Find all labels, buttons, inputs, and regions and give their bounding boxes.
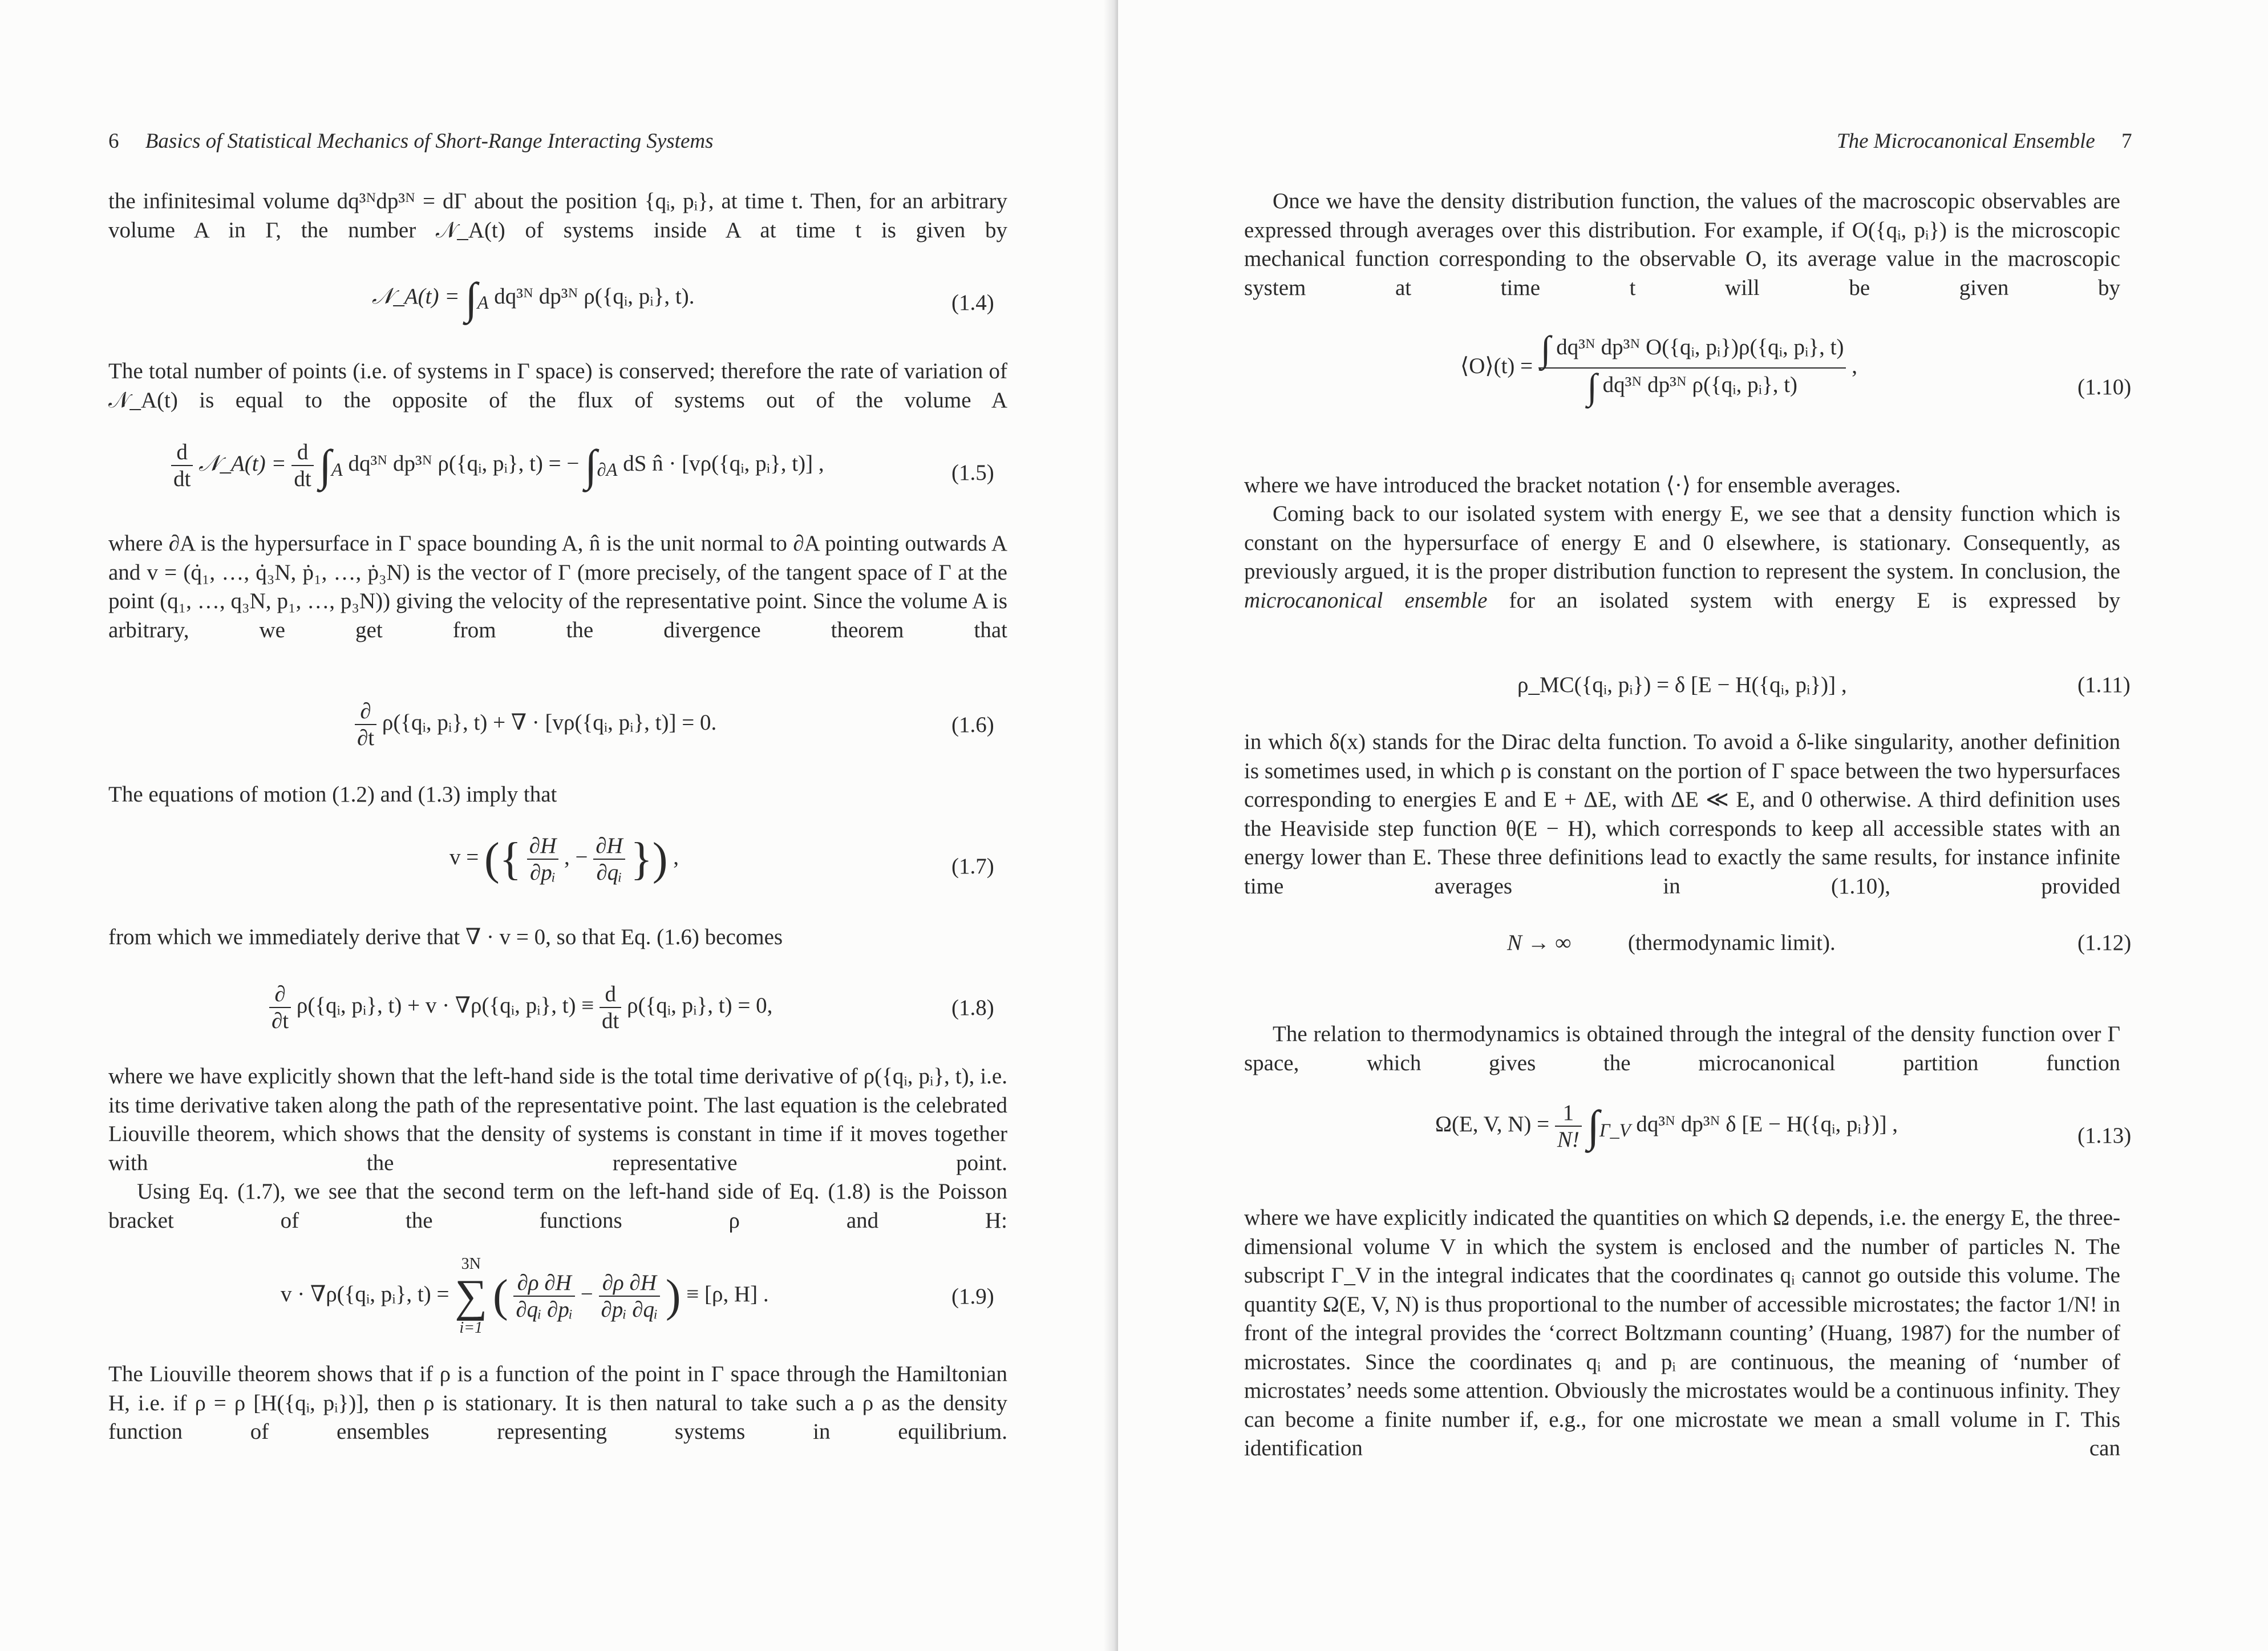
equation-1-7 [449, 833, 679, 885]
left-paragraph-8: The Liouville theorem shows that if ρ is a function of the point in Γ space through the Hamiltonian H, i.e. if ρ = ρ [H({qᵢ, pᵢ})], then ρ is stationary. It is then natural to take such a ρ as the density function of ensembles representing systems in equilibrium. [108, 1362, 1007, 1444]
left-paragraph-2: The total number of points (i.e. of systems in Γ space) is conserved; therefore the rate of variation of 𝒩_A(t) is equal to the opposite of the flux of systems out of the volume A [108, 359, 1007, 412]
equation-number-1-4: (1.4) [951, 290, 994, 315]
right-paragraph-1: Once we have the density distribution function, the values of the macroscopic observables are expressed through averages over this distribution. For example, if O({qᵢ, pᵢ}) is the microscopic mechanical function corresponding to the observable O, its average value in the macroscopic system at time t will be given by [1244, 189, 2120, 300]
eq-1-5-lhs: 𝒩_A(t) = [199, 451, 286, 476]
eq-1-13-lhs: Ω(E, V, N) = [1435, 1111, 1550, 1136]
equation-1-8 [269, 981, 772, 1034]
equation-number-1-13: (1.13) [2077, 1123, 2132, 1148]
equation-1-9 [281, 1255, 769, 1337]
right-brace: } [630, 834, 653, 884]
left-paragraph-4: The equations of motion (1.2) and (1.3) imply that [108, 782, 557, 807]
eq-1-5-mid: dq³ᴺ dp³ᴺ ρ({qᵢ, pᵢ}, t) = − [348, 451, 580, 476]
eq-1-6-body: ρ({qᵢ, pᵢ}, t) + ∇ · [vρ({qᵢ, pᵢ}, t)] = 0. [382, 710, 717, 735]
eq-1-10-tail: , [1852, 353, 1857, 378]
equation-number-1-7: (1.7) [951, 854, 994, 879]
equation-1-6 [355, 698, 716, 751]
eq-1-7-tail: , [673, 844, 679, 869]
eq-1-4-lhs: 𝒩_A(t) = [372, 284, 460, 309]
eq-1-7-sep: , − [564, 844, 588, 869]
equation-1-10 [1460, 331, 1857, 405]
eq-1-7-lhs: v = [449, 844, 479, 869]
equation-number-1-12: (1.12) [2077, 930, 2132, 955]
left-paragraph-3: where ∂A is the hypersurface in Γ space bounding A, n̂ is the unit normal to ∂A pointing outwards A and v = (q̇₁, …, q̇₃N, ṗ₁, …, ṗ₃N) is the vector of Γ (more precisely, of the tangent space of Γ at the point (q₁, …, q₃N, p₁, …, p₃N)) giving the velocity of the representative point. Since the volume A is arbitrary, we get from the divergence theorem that [108, 531, 1007, 642]
eq-1-9-frac-1: $\frac{\partial\rho \partial H}{\text{∂qᵢ ∂pᵢ}}$ [513, 1270, 575, 1322]
summation-sign: 3N ∑ i=1 [455, 1255, 488, 1337]
eq-1-8-rhs: ρ({qᵢ, pᵢ}, t) = 0, [627, 993, 773, 1018]
equation-1-4 [372, 273, 695, 323]
eq-1-4-sub: A [477, 292, 489, 313]
right-paragraph-5: The relation to thermodynamics is obtained through the integral of the density function over Γ space, which gives the microcanonical partition function [1244, 1022, 2120, 1075]
eq-1-10-fraction: $\frac{\text{∫ dq³ᴺ dp³ᴺ O(\{qᵢ, pᵢ\})ρ(\{qᵢ, pᵢ\}, t)}}{\text{∫ dq³ᴺ dp³ᴺ ρ(\{qᵢ, pᵢ\}, t)}}$ [1538, 331, 1846, 405]
eq-1-9-rhs: ≡ [ρ, H] . [686, 1281, 769, 1306]
right-page-number: 7 [2121, 130, 2132, 153]
left-page [0, 0, 1118, 1651]
equation-number-1-5: (1.5) [951, 460, 994, 485]
eq-1-7-frac-1: $\frac{\partial H}{\text{∂pᵢ}}$ [527, 833, 558, 885]
microcanonical-ensemble-emphasis: microcanonical ensemble [1244, 588, 1488, 613]
left-running-head [108, 129, 714, 153]
eq-1-5-sub-b: ∂A [597, 459, 618, 480]
eq-1-5-sub-a: A [331, 459, 343, 480]
eq-1-9-minus: − [580, 1281, 593, 1306]
left-paragraph-6: where we have explicitly shown that the left-hand side is the total time derivative of ρ({qᵢ, pᵢ}, t), i.e. its time derivative taken along the path of the representative point. The last equation is the celebrated Liouville theorem, which shows that the density of systems is constant in time if it moves together with the representative point. [108, 1064, 1007, 1175]
right-running-title: The Microcanonical Ensemble [1837, 130, 2095, 153]
right-paren: ) [665, 1271, 681, 1321]
right-paragraph-2: where we have introduced the bracket notation ⟨·⟩ for ensemble averages. [1244, 473, 1901, 497]
left-paren: ( [492, 1271, 508, 1321]
left-running-title: Basics of Statistical Mechanics of Short-Range Interacting Systems [145, 130, 714, 153]
right-paragraph-6: where we have explicitly indicated the quantities on which Ω depends, i.e. the energy E, the three-dimensional volume V in which the system is enclosed and the number of particles N. The subscript Γ_V in the integral indicates that the coordinates qᵢ cannot go outside this volume. The quantity Ω(E, V, N) is thus proportional to the number of accessible microstates; the factor 1/N! in front of the integral provides the ‘correct Boltzmann counting’ (Huang, 1987) for the number of microstates. Since the coordinates qᵢ and pᵢ are continuous, the meaning of ‘number of microstates’ needs some attention. Obviously the microstates would be a continuous infinity. They can become a finite number if, e.g., for one microstate we mean a small volume in Γ. This identification can [1244, 1205, 2120, 1460]
eq-1-9-lhs: v · ∇ρ({qᵢ, pᵢ}, t) = [281, 1281, 449, 1306]
equation-1-5 [171, 439, 824, 492]
integral-sign: ∫ [465, 273, 477, 323]
eq-1-10-lhs: ⟨O⟩(t) = [1460, 353, 1533, 378]
right-page [1118, 0, 2268, 1651]
equation-number-1-11: (1.11) [2077, 673, 2131, 697]
eq-1-12-lhs: N → ∞ [1507, 930, 1572, 955]
eq-1-13-body: dq³ᴺ dp³ᴺ δ [E − H({qᵢ, pᵢ})] , [1636, 1111, 1898, 1136]
equation-number-1-10: (1.10) [2077, 375, 2132, 399]
equation-number-1-8: (1.8) [951, 996, 994, 1020]
eq-1-8-d-dt: $\frac{d}{dt}$ [600, 981, 621, 1034]
eq-1-7-frac-2: $\frac{\partial H}{\text{∂qᵢ}}$ [593, 833, 625, 885]
eq-1-5-rhs: dS n̂ · [vρ({qᵢ, pᵢ}, t)] , [623, 451, 824, 476]
equation-1-12 [1507, 930, 1836, 956]
right-paren: ) [652, 834, 668, 884]
left-brace: { [499, 834, 522, 884]
equation-number-1-6: (1.6) [951, 713, 994, 737]
equation-1-11 [1517, 672, 1847, 698]
integral-sign: ∫ [585, 440, 597, 490]
left-paragraph-7: Using Eq. (1.7), we see that the second term on the left-hand side of Eq. (1.8) is the Poisson bracket of the functions ρ and H: [108, 1179, 1007, 1233]
right-paragraph-3 [1244, 500, 2120, 644]
eq-1-8-mid: ρ({qᵢ, pᵢ}, t) + v · ∇ρ({qᵢ, pᵢ}, t) ≡ [296, 993, 594, 1018]
equation-1-13 [1435, 1100, 1898, 1152]
eq-1-10-numerator: dq³ᴺ dp³ᴺ O({qᵢ, pᵢ})ρ({qᵢ, pᵢ}, t) [1556, 334, 1844, 359]
eq-1-4-body: dq³ᴺ dp³ᴺ ρ({qᵢ, pᵢ}, t). [494, 284, 695, 309]
eq-1-6-partial: $\frac{\partial}{\partial t}$ [355, 698, 376, 751]
equation-number-1-9: (1.9) [951, 1284, 994, 1309]
integral-sign: ∫ [1587, 1101, 1599, 1151]
eq-1-13-fraction: $\frac{1}{N!}$ [1555, 1100, 1582, 1152]
left-page-number: 6 [108, 130, 119, 153]
eq-1-13-sub: Γ_V [1599, 1120, 1631, 1141]
eq-1-10-denominator: dq³ᴺ dp³ᴺ ρ({qᵢ, pᵢ}, t) [1602, 372, 1798, 397]
left-paragraph-5: from which we immediately derive that ∇ · v = 0, so that Eq. (1.6) becomes [108, 925, 783, 949]
eq-1-8-partial: $\frac{\partial}{\partial t}$ [269, 981, 291, 1034]
right-running-head [1837, 129, 2132, 153]
left-paragraph-1: the infinitesimal volume dq³ᴺdp³ᴺ = dΓ about the position {qᵢ, pᵢ}, at time t. Then, for an arbitrary volume A in Γ, the number 𝒩_A(t) of systems inside A at time t is given by [108, 189, 1007, 242]
eq-1-11-body: ρ_MC({qᵢ, pᵢ}) = δ [E − H({qᵢ, pᵢ})] , [1517, 673, 1847, 697]
eq-1-5-d-dt-2: $\frac{d}{dt}$ [291, 439, 313, 492]
integral-sign: ∫ [319, 440, 331, 490]
left-paren: ( [484, 834, 500, 884]
right-paragraph-4: in which δ(x) stands for the Dirac delta function. To avoid a δ-like singularity, another definition is sometimes used, in which ρ is constant on the portion of Γ space between the two hypersurfaces corresponding to energies E and E + ΔE, with ΔE ≪ E, and 0 otherwise. A third definition uses the Heaviside step function θ(E − H), which corresponds to keep all accessible states with an energy lower than E. These three definitions lead to exactly the same results, for instance infinite time averages in (1.10), provided [1244, 730, 2120, 899]
eq-1-12-note: (thermodynamic limit). [1627, 930, 1836, 955]
right-paragraph-3-text: Coming back to our isolated system with energy E, we see that a density function which is constant on the hypersurface of energy E and 0 elsewhere, is stationary. Consequently, as previously argued, it is the proper distribution function to represent the system. In conclusion, the microcanonical ensemble for an isolated system with energy E is expressed by [1244, 501, 2120, 613]
eq-1-5-d-dt: $\frac{d}{dt}$ [171, 439, 193, 492]
eq-1-9-frac-2: $\frac{\partial\rho \partial H}{\text{∂pᵢ ∂qᵢ}}$ [599, 1270, 661, 1322]
